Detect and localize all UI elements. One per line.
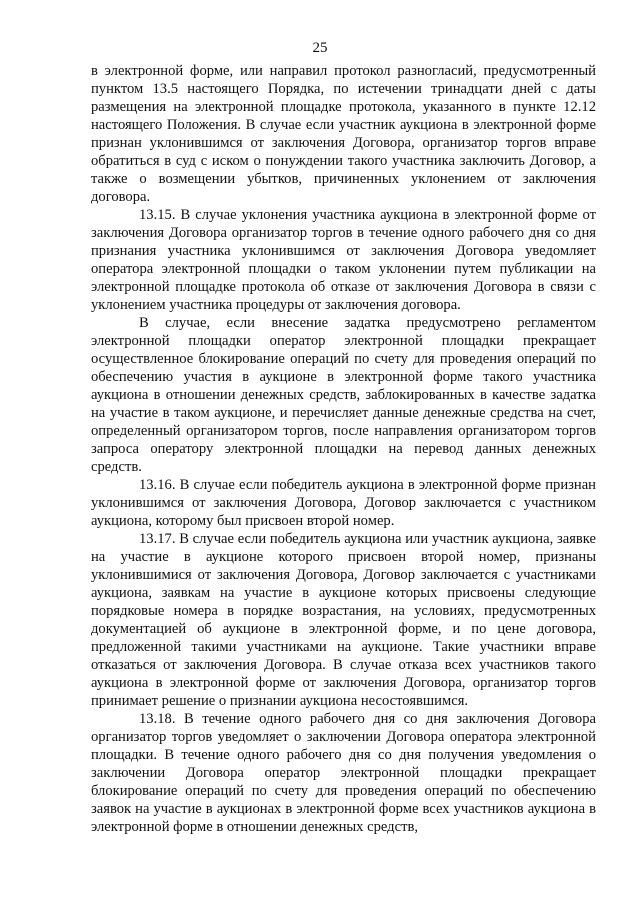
paragraph-deposit: В случае, если внесение задатка предусмотрено регламентом электронной площадки оператор электронной площадки прекращает осуществленное блокирование операций по счету для проведения операций по обеспечению участия в аукционе в электронной форме такого участника аукциона в отношении денежных средств, заблокированных в качестве задатка на участие в таком аукционе, и перечисляет данные денежные средства на счет, определенный организатором торгов, после направления организатором торгов запроса оператору электронной площадки на перевод данных денежных средств. <box>91 315 596 475</box>
page-number: 25 <box>312 40 328 56</box>
paragraph-13-17: 13.17. В случае если победитель аукциона или участник аукциона, заявке на участие в аукционе которого присвоен второй номер, признаны уклонившимися от заключения Договора, Договор заключается с участниками аукциона, заявкам на участие в аукционе которых присвоены следующие порядковые номера в порядке возрастания, на условиях, предусмотренных документацией об аукционе в электронной форме, и по цене договора, предложенной такими участниками на аукционе. Такие участники вправе отказаться от заключения Договора. В случае отказа всех участников такого аукциона в электронной форме от заключения Договора, организатор торгов принимает решение о признании аукциона несостоявшимся. <box>91 531 596 709</box>
document-body <box>91 62 596 836</box>
paragraph-13-16: 13.16. В случае если победитель аукциона в электронной форме признан уклонившимся от заключения Договора, Договор заключается с участником аукциона, которому был присвоен второй номер. <box>91 477 596 529</box>
paragraph-13-18: 13.18. В течение одного рабочего дня со дня заключения Договора организатор торгов уведомляет о заключении Договора оператора электронной площадки. В течение одного рабочего дня со дня получения уведомления о заключении Договора оператор электронной площадки прекращает блокирование операций по счету для проведения операций по обеспечению заявок на участие в аукционах в электронной форме всех участников аукциона в электронной форме в отношении денежных средств, <box>91 711 596 835</box>
paragraph-continuation: в электронной форме, или направил протокол разногласий, предусмотренный пунктом 13.5 настоящего Порядка, по истечении тринадцати дней с даты размещения на электронной площадке протокола, указанного в пункте 12.12 настоящего Положения. В случае если участник аукциона в электронной форме признан уклонившимся от заключения Договора, организатор торгов вправе обратиться в суд с иском о понуждении такого участника заключить Договор, а также о возмещении убытков, причиненных уклонением от заключения договора. <box>91 63 596 205</box>
paragraph-13-15: 13.15. В случае уклонения участника аукциона в электронной форме от заключения Договора организатор торгов в течение одного рабочего дня со дня признания участника уклонившимся от заключения Договора уведомляет оператора электронной площадки о таком уклонении путем публикации на электронной площадке протокола об отказе от заключения Договора в связи с уклонением участника процедуры от заключения договора. <box>91 207 596 313</box>
